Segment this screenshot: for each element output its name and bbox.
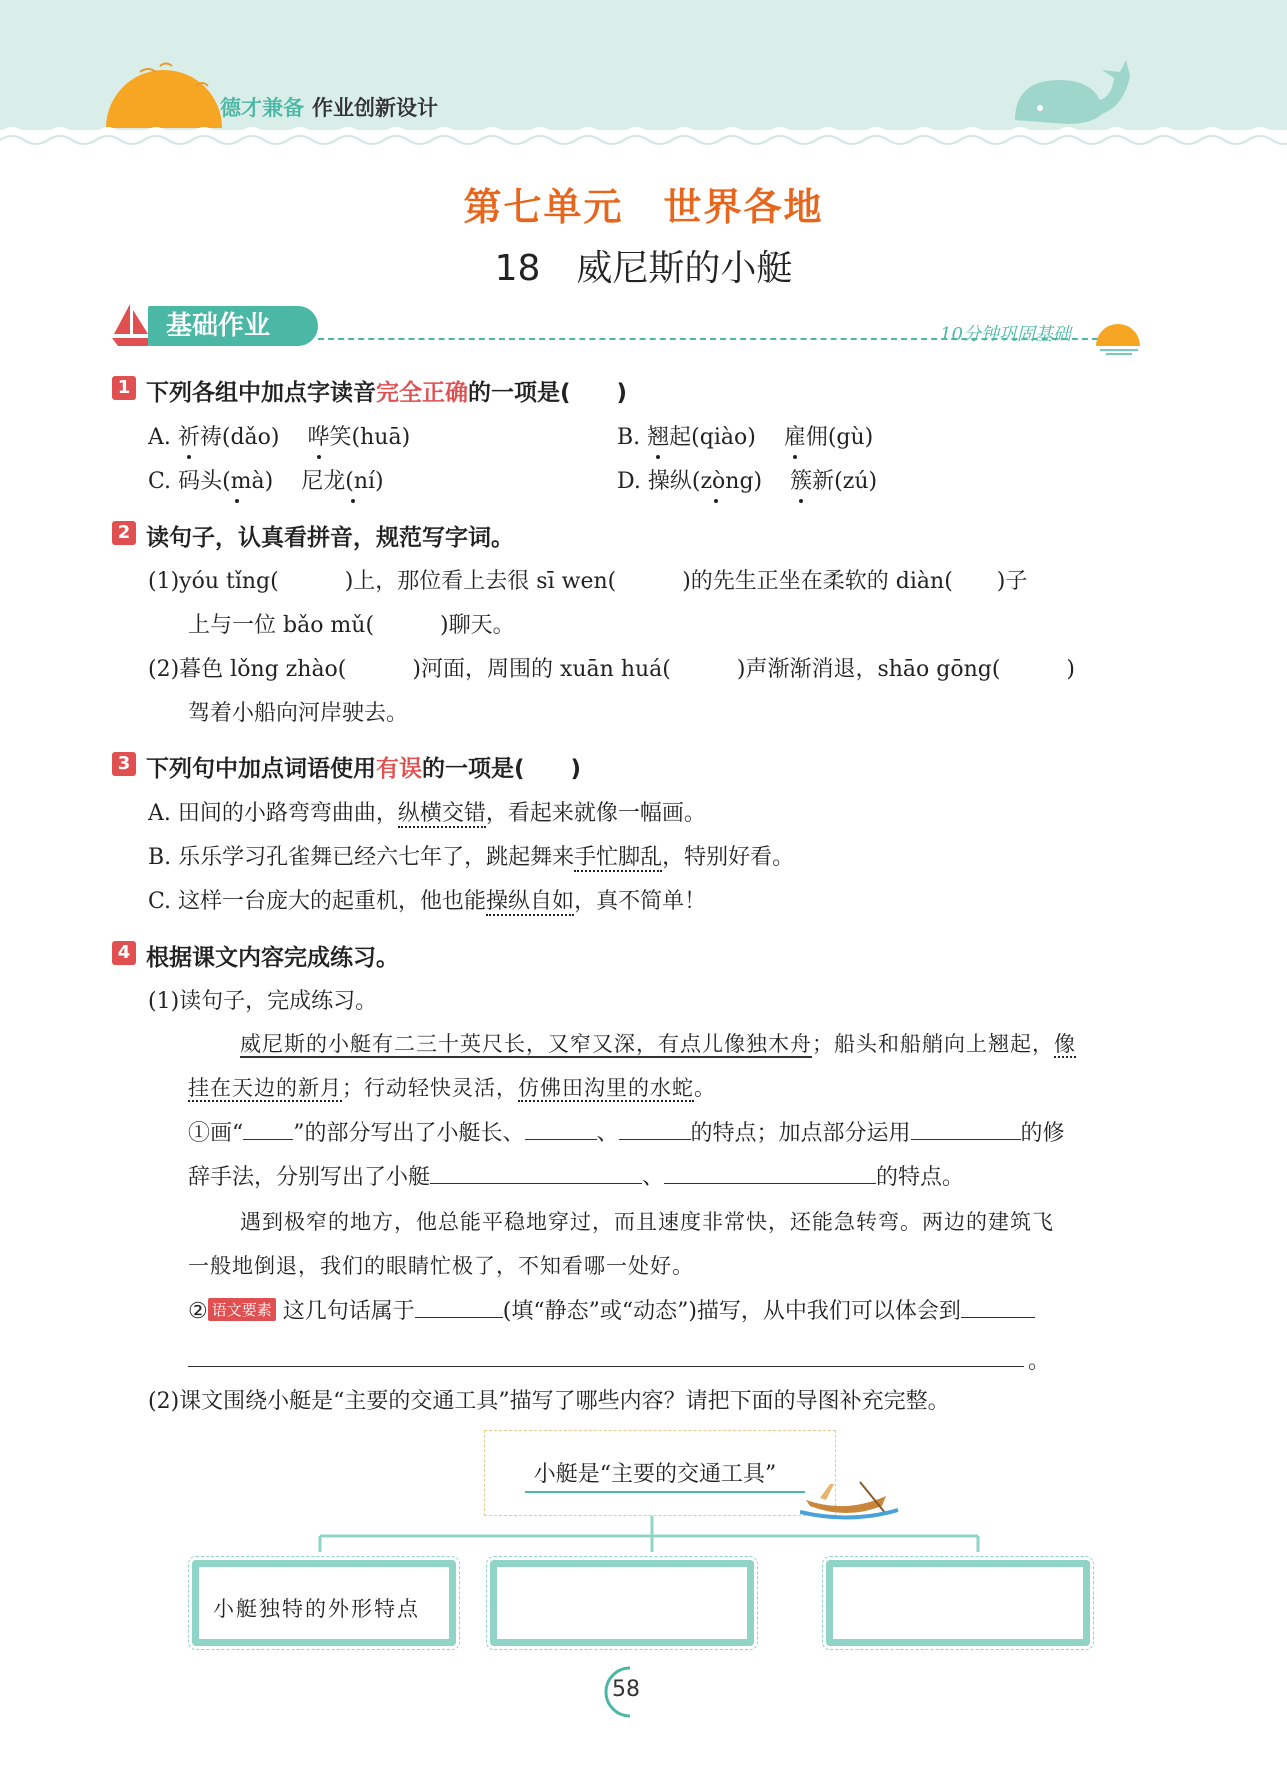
question-stem: 读句子，认真看拼音，规范写字词。 bbox=[146, 525, 514, 551]
stem-emphasis: 有误 bbox=[376, 756, 422, 782]
language-element-tag: 语文要素 bbox=[208, 1298, 276, 1321]
question-stem bbox=[146, 750, 581, 783]
mindmap-branch-2[interactable] bbox=[490, 1560, 754, 1646]
sun-icon bbox=[106, 70, 222, 128]
brand-secondary: 作业创新设计 bbox=[312, 96, 438, 120]
mindmap-root-label: 小艇是“主要的交通工具” bbox=[533, 1462, 777, 1487]
option-d: D. 操纵(zòng) 簇新(zú) bbox=[617, 469, 878, 494]
mindmap-connectors bbox=[180, 1516, 1130, 1556]
brand-primary: 德才兼备 bbox=[220, 96, 304, 120]
brand bbox=[220, 92, 438, 122]
option-b: B. 乐乐学习孔雀舞已经六七年了，跳起舞来手忙脚乱，特别好看。 bbox=[148, 845, 795, 870]
question-number: 3 bbox=[112, 752, 136, 776]
option-c: C. 码头(mà) 尼龙(ní) bbox=[148, 469, 384, 494]
option-c: C. 这样一台庞大的起重机，他也能操纵自如，真不简单！ bbox=[148, 889, 707, 914]
stem-emphasis: 完全正确 bbox=[376, 380, 468, 406]
answer-blank[interactable] bbox=[525, 1117, 597, 1140]
passage-line: 威尼斯的小艇有二三十英尺长，又窄又深，有点儿像独木舟；船头和船艄向上翘起，像 bbox=[240, 1032, 1076, 1056]
mindmap-root bbox=[484, 1430, 836, 1516]
whale-icon bbox=[1015, 60, 1130, 124]
answer-blank[interactable] bbox=[430, 1161, 642, 1184]
mindmap-branch-1-label: 小艇独特的外形特点 bbox=[213, 1597, 420, 1621]
end-mark: 。 bbox=[1028, 1349, 1051, 1374]
mindmap-root-underline bbox=[525, 1491, 805, 1493]
q2-line: (1)yóu tǐng( )上，那位看上去很 sī wen( )的先生正坐在柔软的 diàn( )子 bbox=[148, 569, 1028, 594]
passage-line: 遇到极窄的地方，他总能平稳地穿过，而且速度非常快，还能急转弯。两边的建筑飞 bbox=[240, 1210, 1054, 1234]
answer-blank[interactable] bbox=[243, 1117, 293, 1140]
question-stem bbox=[146, 374, 627, 407]
stem-text: 下列各组中加点字读音 bbox=[146, 380, 376, 406]
section-tag: 基础作业 bbox=[148, 306, 318, 346]
stem-text: 的一项是( ) bbox=[422, 756, 582, 782]
time-note: 10分钟巩固基础 bbox=[940, 324, 1071, 345]
option-a: A. 祈祷(dǎo) 哗笑(huā) bbox=[148, 425, 411, 450]
q2-line: 驾着小船向河岸驶去。 bbox=[188, 701, 409, 726]
answer-blank[interactable] bbox=[911, 1117, 1021, 1140]
option-a: A. 田间的小路弯弯曲曲，纵横交错，看起来就像一幅画。 bbox=[148, 801, 706, 826]
answer-blank[interactable] bbox=[619, 1117, 691, 1140]
sunset-icon bbox=[1092, 316, 1148, 356]
answer-blank[interactable] bbox=[664, 1161, 876, 1184]
option-b: B. 翘起(qiào) 雇佣(gù) bbox=[617, 425, 874, 450]
q2-line: 上与一位 bǎo mǔ( )聊天。 bbox=[188, 613, 515, 638]
stem-text: 下列句中加点词语使用 bbox=[146, 756, 376, 782]
mindmap-branch-1 bbox=[192, 1560, 456, 1646]
page-number: 58 bbox=[612, 1677, 640, 1702]
passage-line: 挂在天边的新月；行动轻快灵活，仿佛田沟里的水蛇。 bbox=[188, 1076, 716, 1100]
unit-title: 第七单元 世界各地 bbox=[463, 185, 824, 229]
question-number: 2 bbox=[112, 521, 136, 545]
header-decoration bbox=[0, 0, 1287, 150]
part-label: (2)课文围绕小艇是“主要的交通工具”描写了哪些内容？请把下面的导图补充完整。 bbox=[148, 1389, 950, 1414]
answer-line[interactable] bbox=[188, 1366, 1024, 1367]
sub-question-1: ①画“ ”的部分写出了小艇长、 、 的特点；加点部分运用 的修 bbox=[188, 1116, 1065, 1147]
sub-question-1-cont: 辞手法，分别写出了小艇 、 的特点。 bbox=[188, 1160, 964, 1191]
answer-blank[interactable] bbox=[961, 1295, 1035, 1318]
question-number: 1 bbox=[112, 376, 136, 400]
lesson-title: 18 威尼斯的小艇 bbox=[494, 248, 793, 289]
part-label: (1)读句子，完成练习。 bbox=[148, 989, 378, 1014]
sub-question-2: ② 语文要素 这几句话属于 (填“静态”或“动态”)描写，从中我们可以体会到 bbox=[188, 1294, 1035, 1325]
stem-text: 的一项是( ) bbox=[468, 380, 628, 406]
question-number: 4 bbox=[112, 941, 136, 965]
answer-blank[interactable] bbox=[415, 1295, 503, 1318]
q2-line: (2)暮色 lǒng zhào( )河面，周围的 xuān huá( )声渐渐消退，shāo gōng( ) bbox=[148, 657, 1075, 682]
mindmap-branch-3[interactable] bbox=[826, 1560, 1090, 1646]
passage-line: 一般地倒退，我们的眼睛忙极了，不知看哪一处好。 bbox=[188, 1254, 694, 1278]
question-stem: 根据课文内容完成练习。 bbox=[146, 945, 399, 971]
